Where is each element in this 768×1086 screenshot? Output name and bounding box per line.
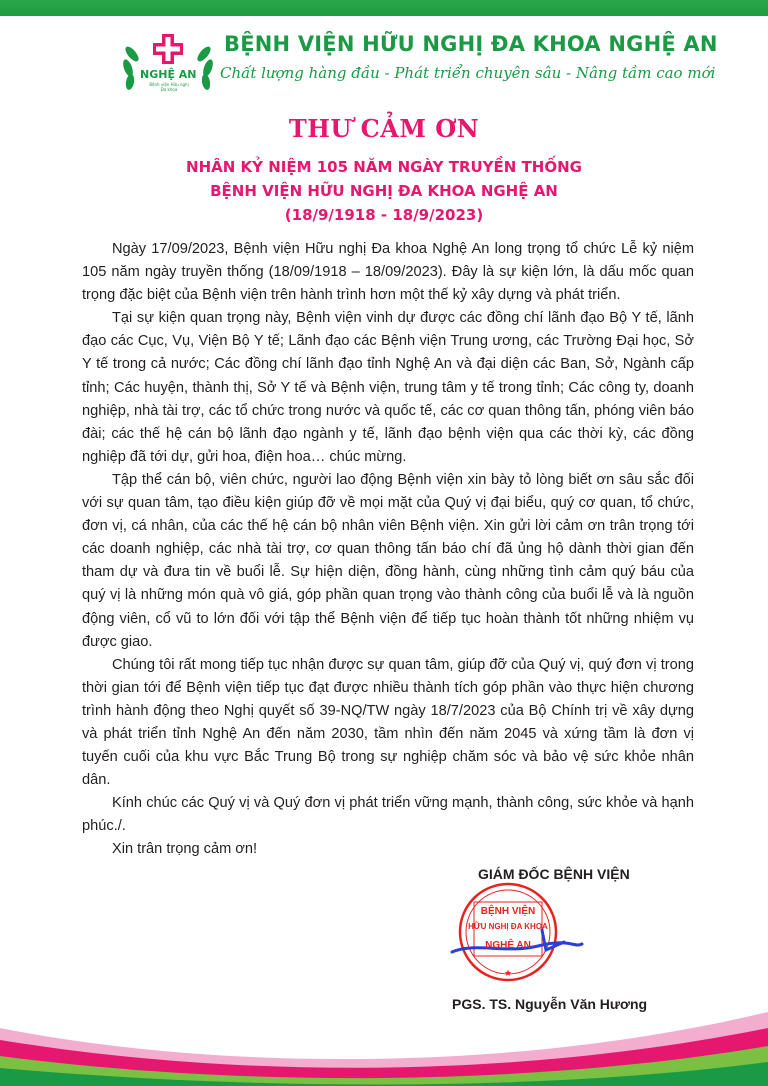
stamp-line-2: HỮU NGHỊ ĐA KHOA (468, 922, 548, 931)
logo-text: NGHỆ AN (140, 68, 197, 81)
top-green-bar (0, 0, 768, 16)
letter-title: THƯ CẢM ƠN (288, 114, 480, 143)
stamp-line-3: NGHỆ AN (485, 940, 531, 951)
letter-subtitle-2: BỆNH VIỆN HỮU NGHỊ ĐA KHOA NGHỆ AN (210, 182, 558, 200)
letterhead (118, 24, 718, 94)
paragraph: Kính chúc các Quý vị và Quý đơn vị phát triển vững mạnh, thành công, sức khỏe và hạnh phúc./. (82, 795, 694, 835)
closing-line: Xin trân trọng cảm ơn! (112, 841, 258, 858)
letter-body (82, 238, 694, 862)
paragraph: Tập thể cán bộ, viên chức, người lao động Bệnh viện xin bày tỏ lòng biết ơn sâu sắc đối với sự quan tâm, tạo điều kiện giúp đỡ về mọi mặt của Quý vị đại biểu, quý cơ quan, tổ chức, đơn vị, cá nhân, của các thế hệ cán bộ nhân viên Bệnh viện. Xin gửi lời cảm ơn trân trọng tới các doanh nghiệp, các nhà tài trợ, cơ quan thông tấn báo chí đã ủng hộ dành thời gian đến tham dự và đưa tin về buổi lễ. Sự hiện diện, đồng hành, cùng những tình cảm quý báu của quý vị là những món quà vô giá, góp phần quan trọng vào thành công của buổi lễ và là nguồn động viên, cổ vũ to lớn đối với tập thể Bệnh viện để tiếp tục hoàn thành tốt những nhiệm vụ được giao. (82, 471, 694, 650)
hospital-name: BỆNH VIỆN HỮU NGHỊ ĐA KHOA NGHỆ AN (224, 32, 718, 56)
letter-subtitle-3: (18/9/1918 - 18/9/2023) (284, 206, 484, 224)
hospital-slogan: Chất lượng hàng đầu - Phát triển chuyên sâu - Nâng tầm cao mới (220, 64, 716, 82)
svg-text:★: ★ (503, 968, 513, 978)
paragraph: Tại sự kiện quan trọng này, Bệnh viện vinh dự được các đồng chí lãnh đạo Bộ Y tế, lãnh đạo các Cục, Vụ, Viện Bộ Y tế; Lãnh đạo các Bệnh viện Trung ương, các Trường Đại học, Sở Y tế trong cả nước; Các đồng chí lãnh đạo tỉnh Nghệ An và đại diện các Ban, Sở, Ngành cấp tỉnh; Các huyện, thành thị, Sở Y tế và Bệnh viện, trung tâm y tế trong tỉnh; Các công ty, doanh nghiệp, nhà tài trợ, các tổ chức trong nước và quốc tế, các cơ quan thông tấn, phóng viên báo đài; các thế hệ cán bộ lãnh đạo ngành y tế, lãnh đạo bệnh viện qua các thời kỳ, các đồng nghiệp đã tới dự, gửi hoa, điện hoa… chúc mừng. (82, 310, 694, 465)
paragraph: Chúng tôi rất mong tiếp tục nhận được sự quan tâm, giúp đỡ của Quý vị, quý đơn vị trong thời gian tới để Bệnh viện tiếp tục đạt được nhiều thành tích góp phần vào thực hiện chương trình hành động theo Nghị quyết số 39-NQ/TW ngày 18/7/2023 của Bộ Chính trị về xây dựng và phát triển tỉnh Nghệ An đến năm 2030, tầm nhìn đến năm 2045 và xứng tầm là đơn vị tuyến cuối của khu vực Bắc Trung Bộ trong sự nghiệp chăm sóc và bảo vệ sức khỏe nhân dân. (82, 656, 694, 789)
paragraph: Ngày 17/09/2023, Bệnh viện Hữu nghị Đa khoa Nghệ An long trọng tổ chức Lễ kỷ niệm 105 năm ngày truyền thống (18/09/1918 – 18/09/2023). Đây là sự kiện lớn, là dấu mốc quan trọng đặc biệt của Bệnh viện trên hành trình hơn một thế kỷ xây dựng và phát triển. (82, 241, 694, 304)
signature-title: GIÁM ĐỐC BỆNH VIỆN (478, 866, 630, 882)
logo-subtext: Bệnh viện Hữu nghị Đa khoa (149, 82, 189, 92)
signer-name: PGS. TS. Nguyễn Văn Hương (452, 996, 648, 1012)
footer-wave (0, 1006, 768, 1086)
stamp-line-1: BỆNH VIỆN (480, 906, 536, 917)
letter-subtitle-1: NHÂN KỶ NIỆM 105 NĂM NGÀY TRUYỀN THỐNG (186, 158, 582, 176)
official-stamp (446, 880, 586, 990)
